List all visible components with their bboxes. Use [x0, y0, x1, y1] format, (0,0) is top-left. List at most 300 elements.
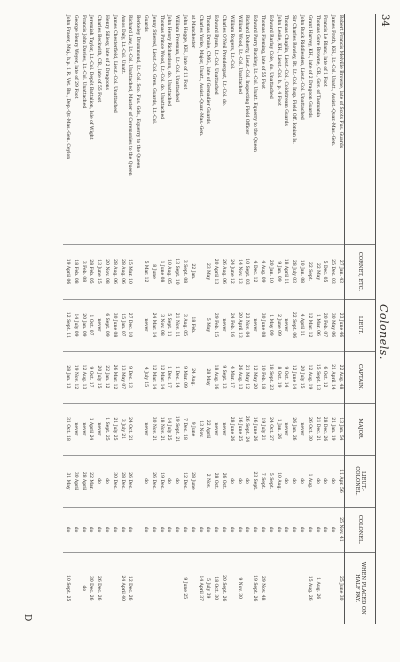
date-cell — [102, 552, 110, 624]
date-cell — [243, 552, 251, 624]
date-cell — [172, 552, 180, 624]
table-row — [258, 14, 266, 624]
date-cell: do — [102, 507, 110, 552]
date-cell: do — [172, 507, 180, 552]
date-cell: 30 June 08 — [258, 299, 266, 351]
date-cell: 24 June 12 — [227, 244, 235, 299]
date-cell: do — [180, 507, 188, 552]
officer-name-cell: Edward Byam, Lt.-Col. Unattached — [213, 15, 219, 95]
date-cell: 14 April 37 — [196, 552, 204, 624]
officer-name-cell: Jeremiah Taylor, Lt.-Col. Depôt Battalion, Isle of Wight — [88, 15, 94, 140]
date-cell: 12 Mar. 14 — [149, 351, 157, 403]
date-cell: 9 Nov. 30 — [235, 552, 243, 624]
date-cell: 30 May 06 — [328, 299, 336, 351]
date-cell: 24 April 40 — [118, 552, 126, 624]
date-cell: 15 Mar. 10 — [126, 244, 134, 299]
date-cell: do — [274, 507, 282, 552]
date-cell: 9 Sept. 13 — [219, 351, 227, 403]
date-cell — [133, 351, 141, 403]
date-cell: 24 Feb. 16 — [227, 299, 235, 351]
date-cell: do — [102, 455, 110, 507]
date-cell: do — [235, 507, 243, 552]
date-cell — [133, 552, 141, 624]
table-row — [71, 14, 79, 624]
signature-mark: D — [22, 614, 32, 622]
date-cell: 10 Sept. 25 — [63, 552, 71, 624]
officer-name-cell: Thomas Fleming, late of 55 Foot — [260, 15, 266, 89]
officer-name-cell: Jenny Stiered, Lieut.-Col. Gren. Guards, Lt.-Col. — [150, 15, 156, 125]
date-cell: 27 Jan. 43 — [336, 244, 344, 299]
table-row — [204, 14, 212, 624]
officer-name-cell: John Hogge, KH., late of 11 Foot — [182, 15, 188, 90]
date-cell: 15 Aug. 26 — [305, 552, 313, 624]
date-cell: 5 Sept. — [266, 455, 274, 507]
date-cell: 29 Nov. 48 — [258, 552, 266, 624]
rotated-page-content — [10, 14, 390, 634]
running-title: Colonels. — [377, 304, 390, 360]
date-cell: 25 June 30 — [336, 552, 344, 624]
date-cell: 22 Mar. — [87, 455, 95, 507]
date-cell: 18 Sept. 23 — [266, 351, 274, 403]
date-cell: 28 Aug. 06 — [118, 244, 126, 299]
date-cell: 22 Jan. 12 — [102, 351, 110, 403]
column-header — [345, 14, 376, 244]
date-cell — [165, 552, 173, 624]
date-cell: never — [211, 403, 219, 455]
date-cell: do — [79, 552, 87, 624]
date-cell: do — [321, 455, 329, 507]
date-cell: 1 Dec. 14 — [172, 351, 180, 403]
date-cell: 21 Dec. 21 — [313, 403, 321, 455]
officer-name-cell: John Buck Riddlesden, Lieut.-Col. Unattached — [299, 15, 305, 120]
date-cell: 12 June 14 — [289, 351, 297, 403]
date-cell: do — [126, 507, 134, 552]
date-cell — [133, 403, 141, 455]
date-cell: 30 Dec. — [110, 455, 118, 507]
date-cell: 28 Dec. — [118, 455, 126, 507]
officer-name-cell: George Henry Weyer, late of 29 Foot — [72, 15, 78, 99]
date-cell: 25 Nov. 41 — [336, 507, 344, 552]
table-row — [305, 14, 313, 624]
officer-name-cell: Edward Parry Buckley, Lt.-Col. Unatt. Equerry to the Queen — [252, 15, 258, 152]
table-row — [110, 14, 118, 624]
date-cell: do — [79, 507, 87, 552]
table-row — [282, 14, 290, 624]
date-cell: 9 June 25 — [180, 552, 188, 624]
date-cell: do — [141, 455, 149, 507]
date-cell: 12 Mar. 14 — [157, 351, 165, 403]
officer-name-cell: Henry Sillesy, late of 2 Dragoons — [104, 15, 110, 90]
officer-name-cell: Thomas Prince Wood, Lt.-Col. do. Unattached — [158, 15, 164, 120]
date-cell: 5 Dec. 05 — [321, 244, 329, 299]
table-row — [289, 14, 297, 624]
date-cell: 26 Dec. 26 — [95, 552, 103, 624]
table-row — [243, 14, 251, 624]
date-cell — [149, 552, 157, 624]
date-cell: 1 April 24 — [87, 403, 95, 455]
date-cell: 20 April 13 — [235, 299, 243, 351]
date-cell: 1 Mar. 06 — [313, 299, 321, 351]
date-cell: 21 April 14 — [328, 351, 336, 403]
date-cell: 23 June 46 — [336, 299, 344, 351]
date-cell: 21 Jan. 19 — [328, 403, 336, 455]
date-cell: do — [313, 455, 321, 507]
date-cell: do — [321, 507, 329, 552]
date-cell: 20 Nov. 08 — [102, 244, 110, 299]
table-row — [133, 14, 141, 624]
table-row — [149, 14, 157, 624]
officer-name-cell: Richard Law, Lt.-Col. Unattached, Master of Ceremonies to the Queen — [127, 15, 133, 176]
date-cell: do — [165, 507, 173, 552]
date-cell: 21 July 25 — [110, 403, 118, 455]
date-cell: do — [243, 507, 251, 552]
date-cell: 12 Sept. 11 — [63, 299, 71, 351]
officer-name-cell: William Wood, Lt.-Col. Unattached — [236, 15, 242, 94]
date-cell: 26 Dec. — [126, 455, 134, 507]
date-cell: 10 Aug. — [274, 455, 282, 507]
table-row — [336, 14, 344, 624]
column-header: WHEN PLACED ON HALF PAY. — [345, 552, 376, 624]
date-cell — [297, 552, 305, 624]
date-cell — [328, 552, 336, 624]
date-cell: do — [95, 455, 103, 507]
date-cell: do — [204, 507, 212, 552]
column-header: CAPTAIN. — [345, 351, 376, 403]
date-cell: do — [328, 455, 336, 507]
officer-name-cell: Charles Beckwith, CB., late of 55 Foot — [96, 15, 102, 103]
date-cell: 14 Nov. 13 — [235, 244, 243, 299]
date-cell: 23 May — [204, 244, 212, 299]
date-cell — [133, 244, 141, 299]
date-cell — [133, 455, 141, 507]
date-cell: 24 Aug. — [188, 351, 196, 403]
table-row — [274, 14, 282, 624]
date-cell: 26 Mar. 12 — [110, 351, 118, 403]
date-cell: 22 Aug. 48 — [336, 351, 344, 403]
date-cell — [110, 552, 118, 624]
table-row — [172, 14, 180, 624]
date-cell: 19 July 21 — [258, 403, 266, 455]
date-cell: never — [71, 403, 79, 455]
date-cell: 3 Sept. 08 — [180, 244, 188, 299]
date-cell: 22 Jan. — [188, 244, 196, 299]
date-cell — [289, 552, 297, 624]
date-cell: 24 Oct. 21 — [126, 403, 134, 455]
date-cell: 22 April — [204, 403, 212, 455]
date-cell: 18 April 11 — [282, 244, 290, 299]
date-cell: 26 Dec. — [149, 455, 157, 507]
date-cell: 19 Dec. — [157, 455, 165, 507]
date-cell: never — [141, 299, 149, 351]
date-cell: never — [297, 403, 305, 455]
date-cell: 26 Aug. 13 — [235, 351, 243, 403]
date-cell: 9 Mar. 09 — [180, 351, 188, 403]
date-cell: 26 Aug. 06 — [219, 244, 227, 299]
date-cell: 4 Mar. 17 — [227, 351, 235, 403]
officer-name-cell: Thomas Drake, CMG., late of Grenadier Guards — [205, 15, 211, 124]
date-cell: 1 Oct. 07 — [87, 299, 95, 351]
officer-name-cell: James Chesterfield, Lieut.-Col. Unattached — [111, 15, 117, 113]
date-cell: do — [250, 507, 258, 552]
date-cell — [71, 552, 79, 624]
officers-table — [63, 14, 376, 624]
date-cell: 8 June — [149, 244, 157, 299]
date-cell: 30 Nov. 21 — [149, 403, 157, 455]
date-cell: 9 June — [188, 403, 196, 455]
date-cell: 18 Feb. — [188, 299, 196, 351]
date-cell: 20 Jan. 09 — [79, 299, 87, 351]
date-cell: 9 Oct. 14 — [282, 351, 290, 403]
date-cell: 12 Mar. 12 — [305, 299, 313, 351]
date-cell: do — [63, 507, 71, 552]
date-cell: 11 Apr. 56 — [336, 455, 344, 507]
date-cell: 22 Sept. 06 — [289, 299, 297, 351]
date-cell: never — [95, 299, 103, 351]
date-cell: do — [235, 455, 243, 507]
date-cell: 24 Oct. 27 — [266, 403, 274, 455]
date-cell: 26 Sept. 24 — [243, 403, 251, 455]
table-row — [87, 14, 95, 624]
date-cell: do — [297, 507, 305, 552]
date-cell: 5 May — [204, 299, 212, 351]
date-cell: 27 Dec. 10 — [126, 299, 134, 351]
date-cell: 20 Jan. 10 — [266, 244, 274, 299]
date-cell — [266, 552, 274, 624]
date-cell — [227, 552, 235, 624]
date-cell — [133, 299, 141, 351]
date-cell — [196, 299, 204, 351]
date-cell: do — [227, 507, 235, 552]
date-cell: 28 Dec. 26 — [321, 403, 329, 455]
date-cell: 1 June 08 — [157, 244, 165, 299]
date-cell: 13 Sept. 10 — [172, 244, 180, 299]
date-cell: 5 Mar. 12 — [141, 244, 149, 299]
date-cell — [274, 552, 282, 624]
date-cell: 2 June 09 — [274, 299, 282, 351]
date-cell: 22 May — [313, 244, 321, 299]
officer-name-cell: Edward Rarlay Cole, do. Unattached — [267, 15, 273, 99]
date-cell: do — [71, 507, 79, 552]
date-cell: never — [219, 299, 227, 351]
table-row — [266, 14, 274, 624]
date-cell: never — [95, 403, 103, 455]
date-cell: 18 Nov. 21 — [157, 403, 165, 455]
date-cell: do — [118, 507, 126, 552]
date-cell — [141, 552, 149, 624]
page-number: 34 — [379, 14, 390, 27]
date-cell: 13 June 15 — [95, 244, 103, 299]
date-cell: do — [110, 507, 118, 552]
date-cell: never — [141, 403, 149, 455]
date-cell: 30 Dec. 26 — [87, 552, 95, 624]
date-cell: 18 Oct. 30 — [211, 552, 219, 624]
table-header-row — [345, 14, 376, 624]
officer-name-cell: Berkeley Drummond, Lt.-Col. Sco. Fus. Gds., Equerry to the Queen — [135, 15, 141, 169]
date-cell: 26 Oct. 30 — [305, 403, 313, 455]
date-cell: 10 Feb. 18 — [258, 351, 266, 403]
date-cell: 1 Aug. — [305, 455, 313, 507]
officer-name-cell: Francis Le Blanc, late of 1 Foot — [322, 15, 328, 87]
date-cell: 28 June 26 — [227, 403, 235, 455]
officer-name-cell: John Leslie, KH., Lieut.-Col. h. p. 4 Foot — [275, 15, 281, 106]
officer-name-cell: Richard Doherty, Lieut.-Col. Inspecting Field Officer — [244, 15, 250, 135]
table-row — [211, 14, 219, 624]
officer-name-cell: John Fraser, Maj., h.p. 1 R. Vet. Bn., Dep.-Qr.-Mas.-Gen. Ceylon — [65, 15, 71, 160]
date-cell: 18 Aug. 16 — [211, 351, 219, 403]
officer-name-cell: Thomas Chaplin, Lieut.-Col., Coldstream Guards — [283, 15, 289, 126]
date-cell: do — [188, 507, 196, 552]
date-cell: 6 Sept. 09 — [102, 299, 110, 351]
officer-name-cell: at Manchester — [189, 15, 195, 49]
date-cell: 12 Aug. 13 — [79, 351, 87, 403]
date-cell: 31 Oct. 18 — [63, 403, 71, 455]
date-cell: 30 April — [71, 455, 79, 507]
column-header: LIEUT.-COLONEL. — [345, 455, 376, 507]
table-row — [321, 14, 329, 624]
date-cell: never — [282, 299, 290, 351]
officer-name-cell: William Rogers, Lt.-Col. — [228, 15, 234, 70]
date-cell: 19 Sept. 21 — [172, 403, 180, 455]
date-cell: 28 Oct. — [211, 455, 219, 507]
date-cell: 29 Feb. 15 — [211, 299, 219, 351]
date-cell: 20 April 13 — [211, 244, 219, 299]
officer-name-cell: Francis John Davies, Lt.-Col. Unattached — [80, 15, 86, 109]
column-header: MAJOR. — [345, 403, 376, 455]
date-cell: 12 Aug. 19 — [305, 351, 313, 403]
date-cell: do — [243, 455, 251, 507]
officer-name-cell: James Froth, KH., Lt.-Col. Unatt., Assist.-Quar.-Mas.-Gen. — [330, 15, 336, 147]
date-cell: 1 Dec. 17 — [165, 351, 173, 403]
table-body — [63, 14, 344, 624]
date-cell: 19 Nov. 12 — [71, 351, 79, 403]
date-cell: 1 Sept. 25 — [102, 403, 110, 455]
date-cell: 31 May — [63, 455, 71, 507]
date-cell: 22 Sept. — [305, 244, 313, 299]
date-cell: never — [219, 403, 227, 455]
date-cell: 9 Dec. 13 — [126, 351, 134, 403]
date-cell: do — [282, 455, 290, 507]
table-row — [313, 14, 321, 624]
date-cell — [157, 552, 165, 624]
date-cell: 5 July 39 — [204, 552, 212, 624]
column-header: COLONEL. — [345, 507, 376, 552]
date-cell: 19 April 06 — [63, 244, 71, 299]
date-cell: 16 June 26 — [250, 403, 258, 455]
table-row — [102, 14, 110, 624]
date-cell: 7 Sept. — [258, 455, 266, 507]
table-row — [188, 14, 196, 624]
date-cell: never — [250, 299, 258, 351]
date-cell: do — [258, 507, 266, 552]
date-cell: 5 Sept. 11 — [165, 299, 173, 351]
table-row — [165, 14, 173, 624]
officer-name-cell: Amos Daly, Lt.-Col. Unatt. — [119, 15, 125, 75]
date-cell: 15 Jan. 07 — [118, 299, 126, 351]
date-cell: do — [141, 507, 149, 552]
column-header: LIEUT. — [345, 299, 376, 351]
table-row — [126, 14, 134, 624]
date-cell: 2 Nov. — [204, 455, 212, 507]
table-row — [219, 14, 227, 624]
date-cell: 13 May 07 — [118, 351, 126, 403]
date-cell: 21 Nov. 11 — [172, 299, 180, 351]
table-row — [95, 14, 103, 624]
date-cell: do — [157, 507, 165, 552]
date-cell: 9 Jan. 09 — [274, 244, 282, 299]
date-cell — [321, 552, 329, 624]
date-cell: 18 Feb. 08 — [71, 244, 79, 299]
date-cell: 20 July 15 — [297, 351, 305, 403]
date-cell: 14 July 09 — [71, 299, 79, 351]
table-row — [141, 14, 149, 624]
date-cell: 3 July 21 — [118, 403, 126, 455]
date-cell: 3 Aug. 05 — [180, 299, 188, 351]
date-cell: 3 Feb. 08 — [79, 244, 87, 299]
date-cell: 8 Oct. 19 — [274, 351, 282, 403]
date-cell: 10 Sept. 03 — [243, 244, 251, 299]
column-header: CORNET, ETC. — [345, 244, 376, 299]
officer-name-cell: Sir Charles Rowley, Bt. Lt.-Col. Insp. Field Off. Ionian Is. — [291, 15, 297, 144]
date-cell: 9 Oct. 17 — [87, 351, 95, 403]
date-cell: do — [313, 507, 321, 552]
date-cell: 28 May — [204, 351, 212, 403]
date-cell: 4 April 11 — [297, 299, 305, 351]
date-cell: do — [328, 507, 336, 552]
date-cell: 23 Nov. 04 — [243, 299, 251, 351]
table-row — [180, 14, 188, 624]
date-cell: 25 Dec. 03 — [328, 244, 336, 299]
date-cell: 20 Sept. 26 — [219, 552, 227, 624]
date-cell: do — [149, 507, 157, 552]
date-cell: do — [289, 455, 297, 507]
table-row — [63, 14, 71, 624]
date-cell: do — [266, 507, 274, 552]
date-cell: 28 Aug. 06 — [110, 244, 118, 299]
date-cell: do — [219, 507, 227, 552]
date-cell: do — [305, 507, 313, 552]
table-row — [250, 14, 258, 624]
date-cell: 12 May 20 — [250, 351, 258, 403]
officer-name-cell: John Henry Richardson, do. Unattached — [166, 15, 172, 107]
date-cell: 30 June 08 — [110, 299, 118, 351]
date-cell: 28 July 03 — [289, 244, 297, 299]
date-cell: 23 Sept. — [250, 455, 258, 507]
date-cell: 21 May 12 — [243, 351, 251, 403]
date-cell: never — [282, 403, 290, 455]
date-cell — [196, 244, 204, 299]
officer-name-cell: Guards — [143, 15, 149, 32]
date-cell: 19 Sept. 26 — [250, 552, 258, 624]
date-cell: 28 April — [79, 455, 87, 507]
date-cell: 24 Mar. 14 — [149, 299, 157, 351]
date-cell: do — [289, 507, 297, 552]
date-cell: 1 Aug. 26 — [313, 552, 321, 624]
date-cell — [282, 552, 290, 624]
date-cell: do — [211, 507, 219, 552]
officer-name-cell: Thomas Gore Browne, CB., Gov. of Tasmania — [314, 15, 320, 117]
date-cell: 12 Dec. 26 — [126, 552, 134, 624]
date-cell: do — [165, 455, 173, 507]
date-cell: 7 Dec. 18 — [180, 403, 188, 455]
date-cell: 1 Jan. 26 — [274, 403, 282, 455]
date-cell: 26 Oct. — [219, 455, 227, 507]
date-cell: 20 Feb. 07 — [321, 299, 329, 351]
date-cell — [133, 507, 141, 552]
date-cell: 13 Nov. — [196, 403, 204, 455]
date-cell: 28 Feb. 05 — [87, 244, 95, 299]
officer-name-cell: William Freeman, Lt.-Col. Unattached — [174, 15, 180, 102]
date-cell: 10 Aug. 05 — [165, 244, 173, 299]
